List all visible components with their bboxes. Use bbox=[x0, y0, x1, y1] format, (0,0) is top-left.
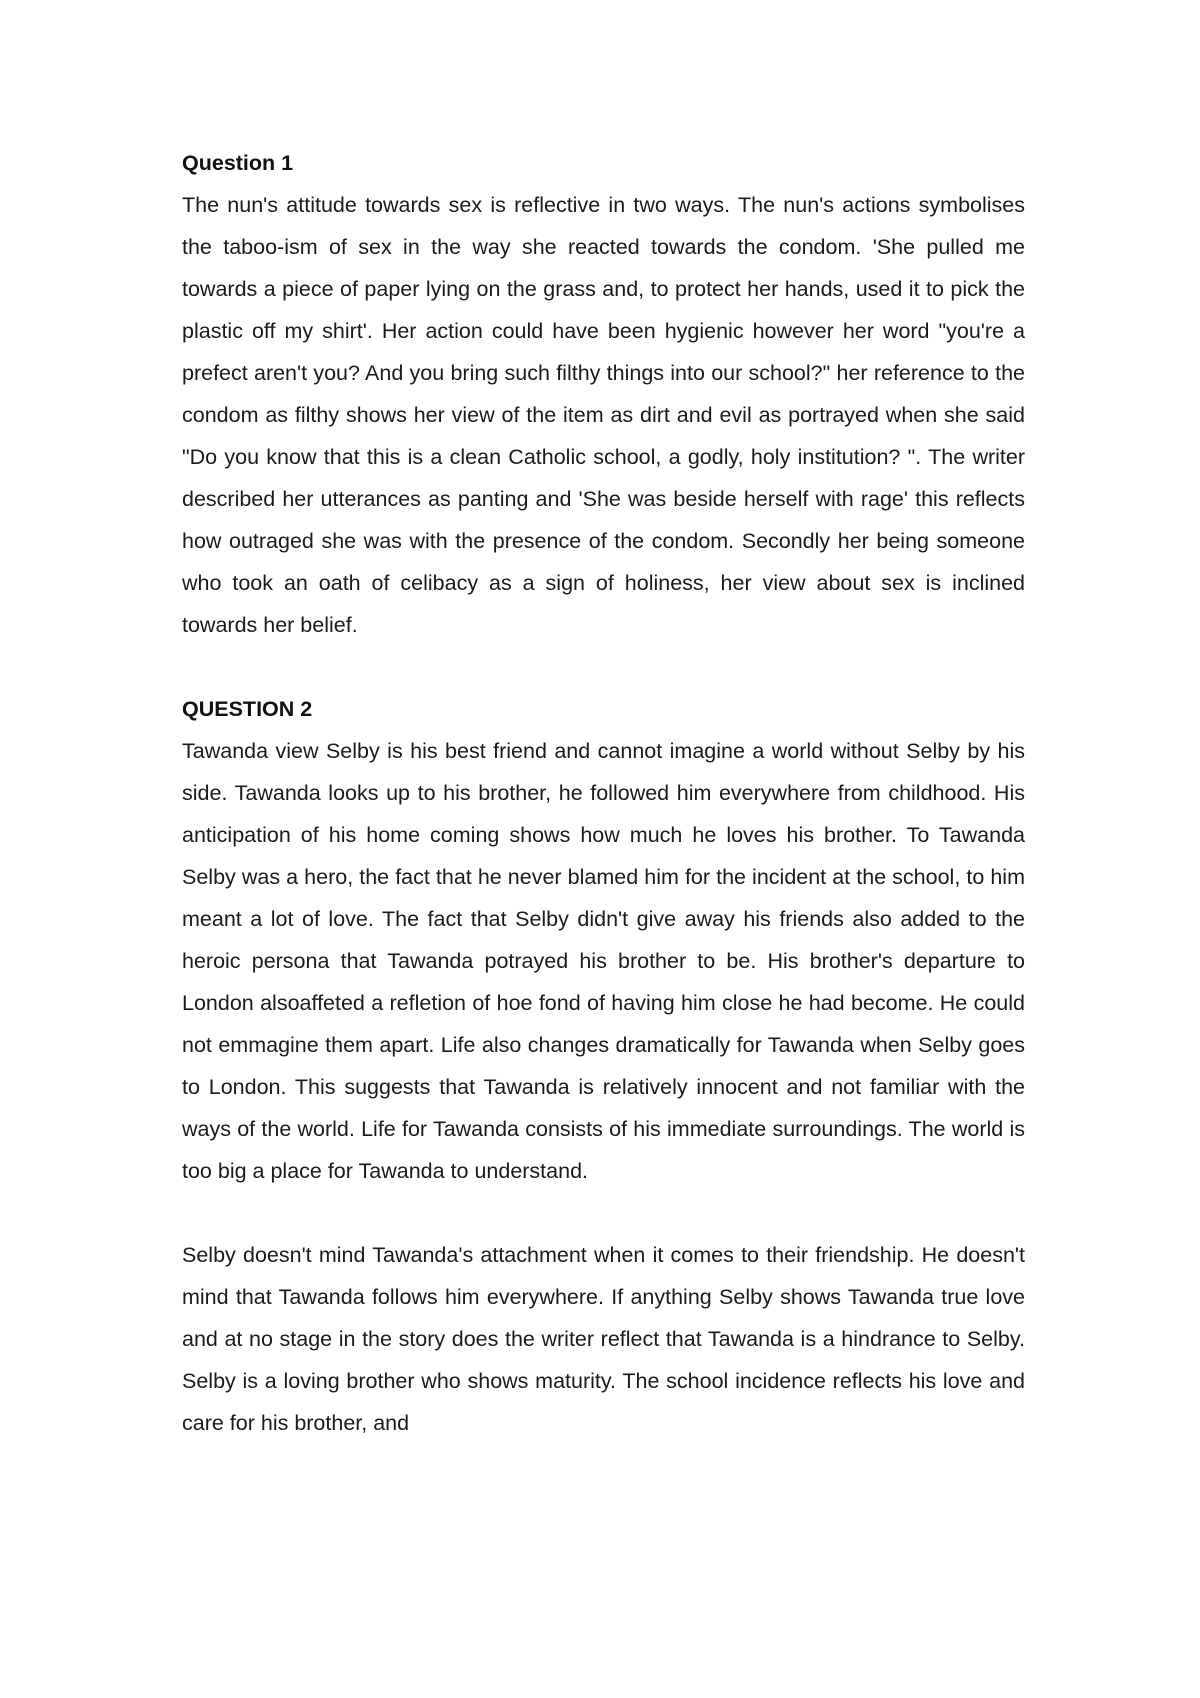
document-body bbox=[182, 142, 1025, 1444]
question-2-heading: QUESTION 2 bbox=[182, 697, 313, 721]
question-1-answer: The nun's attitude towards sex is reflective in two ways. The nun's actions symbolises the taboo-ism of sex in the way she reacted towards the condom. 'She pulled me towards a piece of paper lying on the grass and, to protect her hands, used it to pick the plastic off my shirt'. Her action could have been hygienic however her word "you're a prefect aren't you? And you bring such filthy things into our school?" her reference to the condom as filthy shows her view of the item as dirt and evil as portrayed when she said "Do you know that this is a clean Catholic school, a godly, holy institution? ". The writer described her utterances as panting and 'She was beside herself with rage' this reflects how outraged she was with the presence of the condom. Secondly her being someone who took an oath of celibacy as a sign of holiness, her view about sex is inclined towards her belief. bbox=[182, 193, 1025, 637]
question-2-answer-paragraph-1: Tawanda view Selby is his best friend and cannot imagine a world without Selby by his side. Tawanda looks up to his brother, he followed him everywhere from childhood. His anticipation of his home coming shows how much he loves his brother. To Tawanda Selby was a hero, the fact that he never blamed him for the incident at the school, to him meant a lot of love. The fact that Selby didn't give away his friends also added to the heroic persona that Tawanda potrayed his brother to be. His brother's departure to London alsoaffeted a refletion of hoe fond of having him close he had become. He could not emmagine them apart. Life also changes dramatically for Tawanda when Selby goes to London. This suggests that Tawanda is relatively innocent and not familiar with the ways of the world. Life for Tawanda consists of his immediate surroundings. The world is too big a place for Tawanda to understand. bbox=[182, 739, 1025, 1183]
section-spacer bbox=[182, 646, 1025, 688]
question-1-heading: Question 1 bbox=[182, 151, 294, 175]
question-2-answer-paragraph-2: Selby doesn't mind Tawanda's attachment when it comes to their friendship. He doesn't mind that Tawanda follows him everywhere. If anything Selby shows Tawanda true love and at no stage in the story does the writer reflect that Tawanda is a hindrance to Selby. Selby is a loving brother who shows maturity. The school incidence reflects his love and care for his brother, and bbox=[182, 1243, 1025, 1435]
paragraph-spacer bbox=[182, 1192, 1025, 1234]
